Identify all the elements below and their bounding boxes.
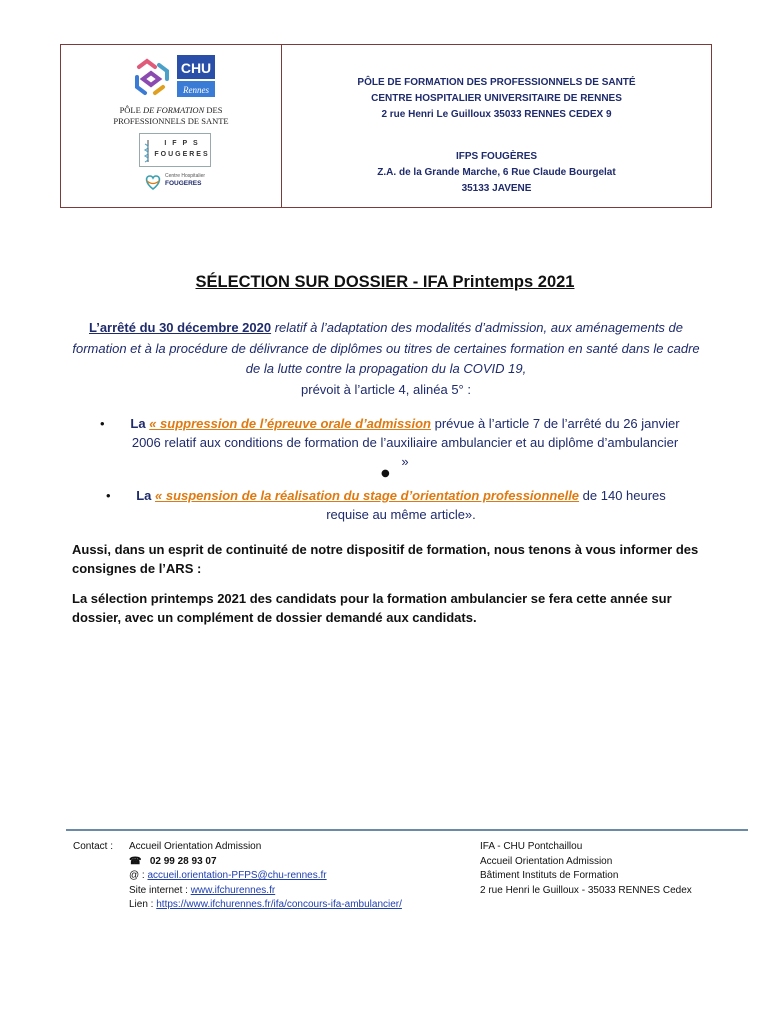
pole-caption: PÔLE DE FORMATION DES PROFESSIONNELS DE SANTE bbox=[113, 105, 229, 126]
email-link[interactable]: accueil.orientation-PFPS@chu-rennes.fr bbox=[147, 870, 327, 881]
ifps-address-street: Z.A. de la Grande Marche, 6 Rue Claude Bourgelat bbox=[377, 167, 616, 178]
bullet-icon: • bbox=[106, 488, 111, 503]
bullet-item-2: • La « suspension de la réalisation du stage d’orientation professionnelle de 140 heures requise au même article». bbox=[106, 488, 666, 522]
ch-fougeres-logo: Centre Hospitalier FOUGERES bbox=[141, 171, 221, 195]
bullet-icon: ● bbox=[381, 468, 390, 479]
intro-paragraph: L’arrêté du 30 décembre 2020 relatif à l’adaptation des modalités d’admission, aux aménagements de formation et à la procédure de délivrance de diplômes ou titres de certaines formation en santé dans le cadre de la lutte contre la propagation du la COVID 19, prévoit à l’article 4, alinéa 5° : bbox=[72, 320, 700, 397]
pole-title: PÔLE DE FORMATION DES PROFESSIONNELS DE SANTÉ bbox=[357, 77, 636, 88]
chu-address: 2 rue Henri Le Guilloux 35033 RENNES CEDEX 9 bbox=[381, 109, 612, 120]
header-logos bbox=[61, 45, 282, 207]
footer-contact-label: Contact : bbox=[73, 841, 114, 852]
rennes-text: Rennes bbox=[183, 85, 209, 95]
header-address bbox=[282, 45, 711, 207]
chu-text: CHU bbox=[180, 60, 212, 76]
footer-contact: Accueil Orientation Admission ☎ 02 99 28 93 07 @ : accueil.orientation-PFPS@chu-rennes.fr Site internet : www.ifchurennes.fr Lien : https://www.ifchurennes.fr/ifa/concours-ifa-ambulancier/ bbox=[129, 841, 402, 910]
page-title: SÉLECTION SUR DOSSIER - IFA Printemps 2021 bbox=[195, 273, 575, 291]
concours-link[interactable]: https://www.ifchurennes.fr/ifa/concours-ifa-ambulancier/ bbox=[156, 899, 402, 910]
caduceus-icon bbox=[143, 138, 153, 164]
phone-number: 02 99 28 93 07 bbox=[149, 855, 217, 867]
footer-divider bbox=[66, 829, 748, 831]
heart-icon bbox=[143, 172, 163, 192]
chu-title: CENTRE HOSPITALIER UNIVERSITAIRE DE RENNES bbox=[371, 93, 622, 104]
footer-address: IFA - CHU Pontchaillou Accueil Orientation Admission Bâtiment Instituts de Formation 2 rue Henri le Guilloux - 35033 RENNES Cedex bbox=[480, 841, 692, 896]
ifps-address-city: 35133 JAVENE bbox=[461, 183, 532, 194]
ars-paragraph: Aussi, dans un esprit de continuité de notre dispositif de formation, nous tenons à vous informer des consignes de l’ARS : bbox=[72, 542, 699, 576]
ifps-title: IFPS FOUGÈRES bbox=[455, 151, 538, 162]
phone-icon: ☎ bbox=[129, 855, 142, 867]
header-box bbox=[60, 44, 712, 208]
bullet-highlight-2: « suspension de la réalisation du stage d’orientation professionnelle bbox=[155, 488, 580, 503]
bullet-item-1: • La « suppression de l’épreuve orale d’admission prévue à l’article 7 de l’arrêté du 26 janvier 2006 relatif aux conditions de formation de l’auxiliaire ambulancier et au diplôme d’ambulancier » bbox=[100, 416, 680, 469]
bullet-highlight-1: « suppression de l’épreuve orale d’admission bbox=[149, 416, 431, 431]
selection-paragraph: La sélection printemps 2021 des candidats pour la formation ambulancier se fera cette année sur dossier, avec un complément de dossier demandé aux candidats. bbox=[72, 591, 672, 625]
bullet-icon: • bbox=[100, 416, 105, 431]
chu-rennes-logo bbox=[129, 53, 219, 103]
website-link[interactable]: www.ifchurennes.fr bbox=[190, 884, 276, 896]
arrete-reference: L’arrêté du 30 décembre 2020 bbox=[88, 320, 272, 335]
ifps-fougeres-logo: I F P S FOUGERES bbox=[139, 133, 211, 167]
